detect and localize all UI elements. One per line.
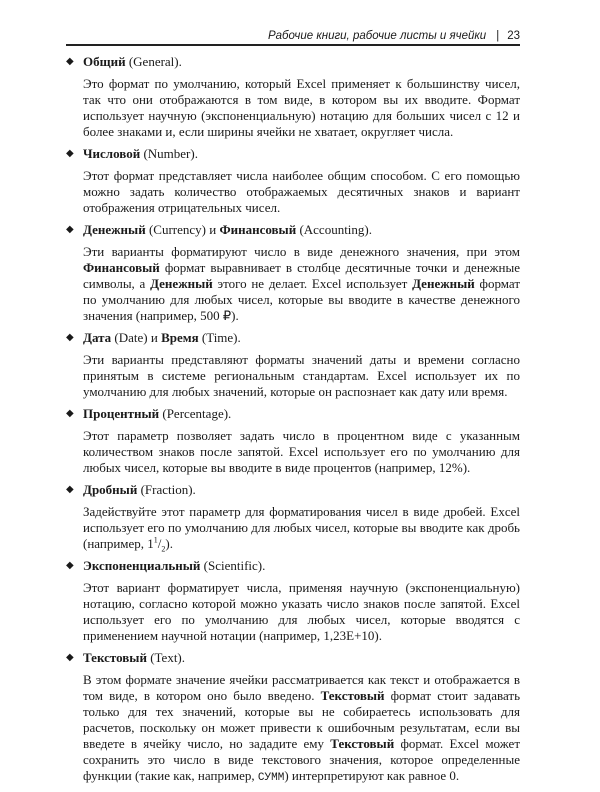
text-run: (Time). bbox=[198, 330, 241, 345]
format-list bbox=[66, 54, 520, 792]
format-item-heading bbox=[66, 146, 520, 162]
function-name: СУММ bbox=[257, 772, 285, 784]
text-run: этого не делает. Excel использует bbox=[212, 276, 413, 291]
text-run: / bbox=[157, 536, 162, 551]
format-item-heading bbox=[66, 222, 520, 238]
format-item-description bbox=[66, 76, 520, 140]
text-run: 2 bbox=[161, 544, 166, 554]
header-rule bbox=[66, 44, 520, 46]
running-header bbox=[66, 28, 520, 44]
text-run: (Text). bbox=[146, 650, 186, 665]
text-run: Эти варианты представляют форматы значений даты и времени согласно принятым в системе региональным стандартам. Excel использует их по умолчанию для любых значений, которые он распознает как дату или время. bbox=[83, 352, 520, 399]
diamond-bullet-icon: ◆ bbox=[66, 148, 74, 159]
diamond-bullet-icon: ◆ bbox=[66, 56, 74, 67]
text-run: (Scientific). bbox=[200, 558, 266, 573]
text-run: Это формат по умолчанию, который Excel применяет к большинству чисел, так что они отображаются в том виде, в котором вы их вводите. Формат использует научную (экспоненциальную) нотацию для больших чисел с 12 и более знаками и, если ширины ячейки не хватает, округляет числа. bbox=[83, 76, 520, 139]
bold-term: Финансовый bbox=[219, 222, 297, 237]
format-item-description bbox=[66, 672, 520, 786]
bold-term: Текстовый bbox=[83, 650, 147, 665]
text-run: ). bbox=[165, 536, 174, 551]
bold-term: Числовой bbox=[83, 146, 141, 161]
format-item-heading bbox=[66, 330, 520, 346]
format-item-description bbox=[66, 428, 520, 476]
bold-term: Текстовый bbox=[330, 736, 395, 751]
header-separator: | bbox=[496, 30, 500, 42]
page-number: 23 bbox=[507, 30, 520, 42]
format-item-heading bbox=[66, 482, 520, 498]
text-run: Задействуйте этот параметр для форматирования чисел в виде дробей. Excel использует его по умолчанию для любых чисел, которые вы вводите как дробь (например, 1 bbox=[83, 504, 520, 551]
format-item-heading bbox=[66, 650, 520, 666]
format-item-description bbox=[66, 168, 520, 216]
text-run: (Accounting). bbox=[296, 222, 372, 237]
text-run: формат стоит задавать только для тех значений, которые вы не собираетесь использовать для расчетов, поскольку он может привести к ошибочным результатам, если вы введете в ячейку число, но зададите ему bbox=[83, 688, 520, 751]
diamond-bullet-icon: ◆ bbox=[66, 224, 74, 235]
text-run: формат по умолчанию для любых чисел, которые вы вводите в качестве денежного значения (например, 500 ₽). bbox=[83, 276, 521, 323]
text-run: формат выравнивает в столбце десятичные точки и денежные символы, а bbox=[83, 260, 520, 291]
bold-term: Финансовый bbox=[83, 260, 160, 275]
diamond-bullet-icon: ◆ bbox=[66, 484, 74, 495]
diamond-bullet-icon: ◆ bbox=[66, 408, 74, 419]
text-run: ) интерпретируют как равное 0. bbox=[284, 768, 460, 783]
bold-term: Процентный bbox=[83, 406, 160, 421]
text-run: (Number). bbox=[140, 146, 198, 161]
diamond-bullet-icon: ◆ bbox=[66, 560, 74, 571]
text-run: Этот формат представляет числа наиболее общим способом. С его помощью можно задать количество отображаемых десятичных знаков и вариант отображения отрицательных чисел. bbox=[83, 168, 520, 215]
format-item-heading bbox=[66, 54, 520, 70]
format-item-heading bbox=[66, 406, 520, 422]
chapter-title: Рабочие книги, рабочие листы и ячейки bbox=[267, 30, 487, 42]
text-run: (Date) и bbox=[111, 330, 162, 345]
format-item-heading bbox=[66, 558, 520, 574]
bold-term: Денежный bbox=[150, 276, 213, 291]
bold-term: Денежный bbox=[412, 276, 475, 291]
bold-term: Денежный bbox=[83, 222, 146, 237]
bold-term: Экспоненциальный bbox=[83, 558, 201, 573]
text-run: Этот вариант форматирует числа, применяя научную (экспоненциальную) нотацию, согласно которой можно указать число знаков после запятой. Excel использует его по умолчанию для любых чисел, которые вводятся с применением научной нотации (например, 1,23E+10). bbox=[83, 580, 520, 643]
diamond-bullet-icon: ◆ bbox=[66, 332, 74, 343]
bold-term: Текстовый bbox=[320, 688, 385, 703]
text-run: Этот параметр позволяет задать число в процентном виде с указанным количеством знаков после запятой. Excel использует его по умолчанию для любых чисел, которые вы вводите в виде процентов (например, 12%). bbox=[83, 428, 520, 475]
text-run: 1 bbox=[153, 535, 158, 545]
text-run: Эти варианты форматируют число в виде денежного значения, при этом bbox=[83, 244, 520, 259]
bold-term: Дробный bbox=[83, 482, 138, 497]
diamond-bullet-icon: ◆ bbox=[66, 652, 74, 663]
format-item-description bbox=[66, 244, 520, 324]
bold-term: Дата bbox=[83, 330, 112, 345]
bold-term: Время bbox=[161, 330, 199, 345]
format-item-description bbox=[66, 352, 520, 400]
text-run: (Currency) и bbox=[145, 222, 220, 237]
text-run: (General). bbox=[125, 54, 182, 69]
text-run: В этом формате значение ячейки рассматривается как текст и отображается в том виде, в котором оно было введено. bbox=[83, 672, 520, 703]
text-run: (Fraction). bbox=[137, 482, 196, 497]
format-item-description bbox=[66, 504, 520, 552]
text-run: (Percentage). bbox=[159, 406, 232, 421]
text-run: формат. Excel может сохранить это число в виде текстового значения, которое определенные функции (такие как, например, bbox=[83, 736, 520, 783]
format-item-description bbox=[66, 580, 520, 644]
bold-term: Общий bbox=[83, 54, 126, 69]
